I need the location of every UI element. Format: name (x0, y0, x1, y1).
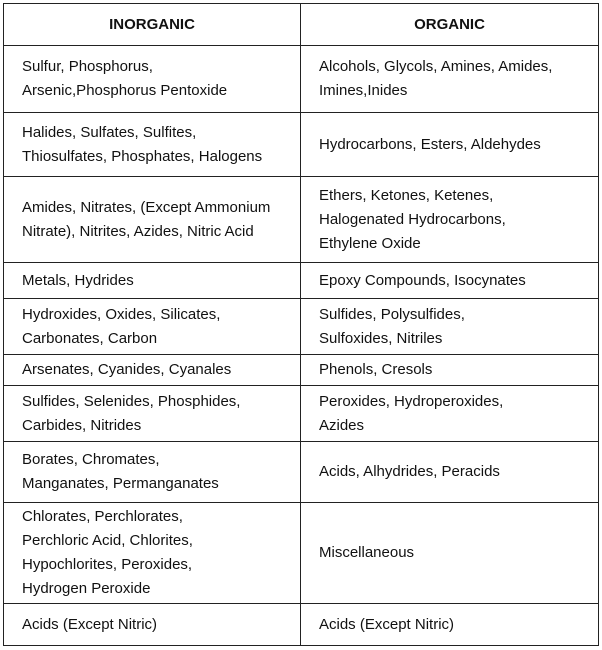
organic-cell (301, 503, 599, 604)
inorganic-cell (4, 355, 301, 386)
cell-text-line: Carbides, Nitrides (22, 416, 142, 434)
inorganic-cell (4, 604, 301, 646)
organic-cell (301, 386, 599, 442)
cell-text-line: Manganates, Permanganates (22, 475, 219, 492)
cell-text-line: Amides, Nitrates, (Except Ammonium (22, 198, 271, 216)
cell-text-line: Sulfur, Phosphorus, (22, 58, 153, 75)
cell-text-line: Arsenic,Phosphorus Pentoxide (22, 82, 228, 99)
table-body (4, 46, 599, 646)
cell-text-line: Imines,Inides (319, 82, 408, 99)
organic-cell (301, 46, 599, 113)
cell-text-line: Metals, Hydrides (22, 271, 134, 289)
inorganic-cell (4, 386, 301, 442)
inorganic-cell (4, 442, 301, 503)
cell-text-line: Arsenates, Cyanides, Cyanales (22, 361, 232, 378)
table-row (4, 503, 599, 604)
cell-text-line: Hydrocarbons, Esters, Aldehydes (319, 135, 541, 153)
table-row (4, 386, 599, 442)
cell-text-line: Epoxy Compounds, Isocynates (319, 271, 526, 289)
cell-text-line: Hypochlorites, Peroxides, (22, 556, 193, 573)
cell-text-line: Azides (319, 416, 365, 434)
cell-text-line: Nitrate), Nitrites, Azides, Nitric Acid (22, 222, 254, 240)
inorganic-cell (4, 263, 301, 299)
cell-text-line: Alcohols, Glycols, Amines, Amides, (319, 58, 553, 75)
cell-text-line: Carbonates, Carbon (22, 329, 158, 347)
table-row (4, 113, 599, 177)
table-row (4, 442, 599, 503)
cell-text-line: Perchloric Acid, Chlorites, (22, 532, 193, 549)
cell-text-line: Sulfoxides, Nitriles (319, 329, 443, 347)
cell-text-line: Acids, Alhydrides, Peracids (319, 463, 500, 480)
cell-text-line: Chlorates, Perchlorates, (22, 508, 183, 525)
organic-cell (301, 442, 599, 503)
cell-text-line: Ethers, Ketones, Ketenes, (319, 186, 494, 204)
cell-text-line: Ethylene Oxide (319, 234, 421, 252)
cell-text-line: Miscellaneous (319, 544, 415, 561)
header-row (4, 4, 599, 46)
table-row (4, 177, 599, 263)
cell-text-line: Phenols, Cresols (319, 361, 433, 378)
cell-text-line: Acids (Except Nitric) (22, 615, 158, 633)
table-row (4, 299, 599, 355)
header-organic: ORGANIC (301, 4, 599, 46)
table-row (4, 263, 599, 299)
inorganic-cell (4, 503, 301, 604)
organic-cell (301, 299, 599, 355)
cell-text-line: Hydroxides, Oxides, Silicates, (22, 305, 221, 323)
cell-text-line: Halides, Sulfates, Sulfites, (22, 123, 197, 141)
inorganic-cell (4, 113, 301, 177)
chemical-compatibility-table (3, 3, 599, 646)
cell-text-line: Sulfides, Selenides, Phosphides, (22, 392, 241, 410)
cell-text-line: Borates, Chromates, (22, 451, 160, 468)
table-row (4, 46, 599, 113)
organic-cell (301, 355, 599, 386)
cell-text-line: Sulfides, Polysulfides, (319, 305, 465, 323)
header-inorganic: INORGANIC (4, 4, 301, 46)
cell-text-line: Halogenated Hydrocarbons, (319, 210, 506, 228)
cell-text-line: Hydrogen Peroxide (22, 580, 151, 597)
organic-cell (301, 113, 599, 177)
cell-text-line: Acids (Except Nitric) (319, 615, 455, 633)
organic-cell (301, 263, 599, 299)
organic-cell (301, 604, 599, 646)
inorganic-cell (4, 46, 301, 113)
inorganic-cell (4, 299, 301, 355)
organic-cell (301, 177, 599, 263)
cell-text-line: Thiosulfates, Phosphates, Halogens (22, 147, 263, 165)
table-row (4, 604, 599, 646)
inorganic-cell (4, 177, 301, 263)
cell-text-line: Peroxides, Hydroperoxides, (319, 392, 504, 410)
table-row (4, 355, 599, 386)
